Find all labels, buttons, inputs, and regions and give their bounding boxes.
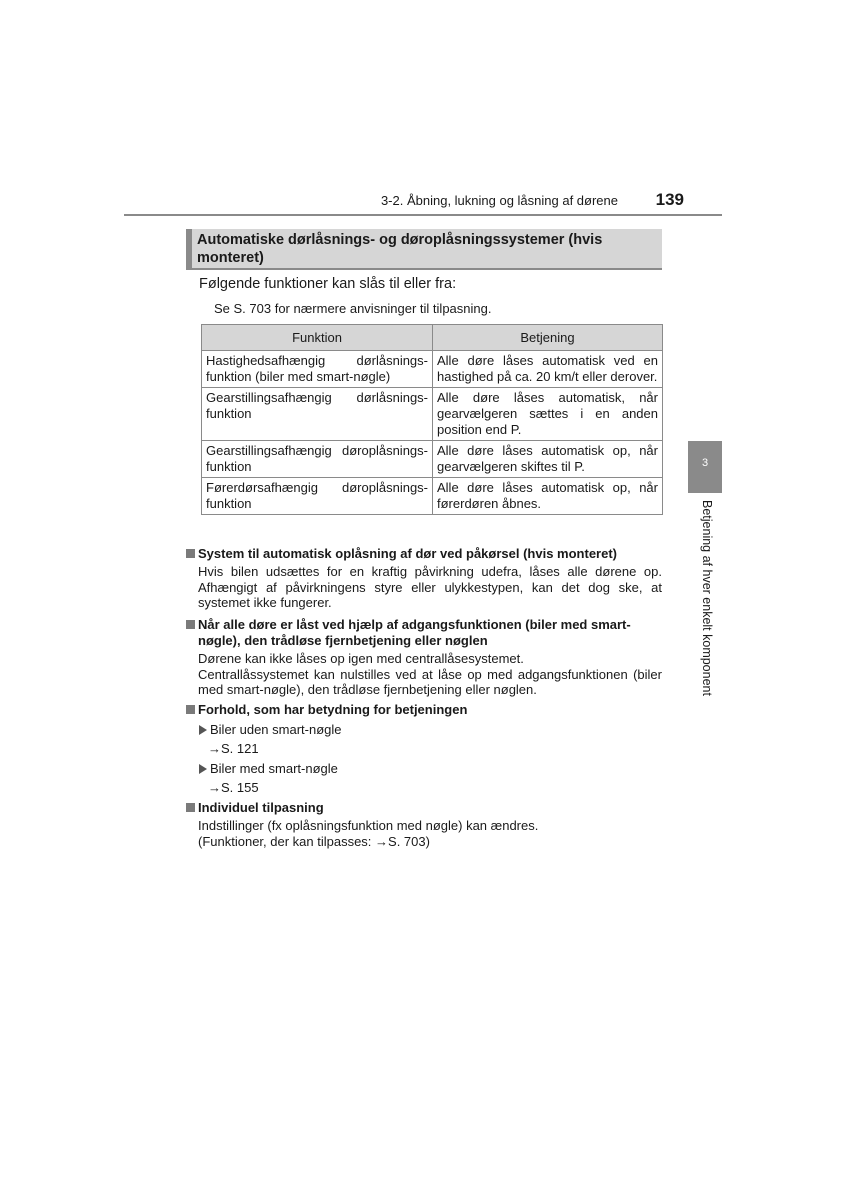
- chapter-tab: [688, 441, 722, 493]
- table-row: [202, 478, 663, 515]
- operation-conditions-heading: [186, 702, 662, 718]
- list-item: [186, 761, 662, 777]
- column-header-function: Funktion: [202, 325, 433, 351]
- section-title: Automatiske dørlåsnings- og døroplåsningssystemer (hvis monteret): [197, 232, 603, 266]
- chapter-side-label: Betjening af hver enkelt komponent: [700, 500, 714, 696]
- list-item-label: Biler uden smart-nøgle: [210, 722, 342, 737]
- section-heading-box: [186, 229, 662, 270]
- square-bullet-icon: [186, 620, 195, 629]
- table-cell-operation: Alle døre låses automatisk op, når gearvælgeren skiftes til P.: [433, 441, 663, 478]
- crash-unlock-section: [186, 546, 662, 611]
- crash-unlock-heading: [186, 546, 662, 562]
- triangle-bullet-icon: [199, 764, 207, 774]
- locked-doors-heading: [186, 617, 662, 649]
- table-cell-operation: Alle døre låses automatisk ved en hastighed på ca. 20 km/t eller derover.: [433, 351, 663, 388]
- customization-heading: [186, 800, 662, 816]
- locked-doors-text-2: Centrallåssystemet kan nulstilles ved at låse op med adgangsfunktionen (biler med smart-nøgle), den trådløse fjernbetjening eller nøglen.: [198, 666, 662, 697]
- table-row: [202, 441, 663, 478]
- customization-text-1: Indstillinger (fx oplåsningsfunktion med nøgle) kan ændres.: [198, 818, 539, 833]
- crash-unlock-text: Hvis bilen udsættes for en kraftig påvirkning udefra, låses alle dørene op. Afhængigt af påvirkningens styre eller ulykkestypen, kan det dog ske, at systemet ikke fungerer.: [198, 564, 662, 610]
- header-divider: [124, 214, 722, 216]
- square-bullet-icon: [186, 549, 195, 558]
- locked-doors-section: [186, 617, 662, 698]
- table-row: [202, 388, 663, 441]
- customization-text-2: (Funktioner, der kan tilpasses: →S. 703): [198, 833, 430, 849]
- chapter-number: 3: [701, 457, 709, 469]
- operation-conditions-section: [186, 702, 662, 796]
- locked-doors-text-1: Dørene kan ikke låses op igen med centrallåsesystemet.: [198, 651, 524, 666]
- customization-heading-text: Individuel tilpasning: [198, 800, 324, 815]
- intro-text: Følgende funktioner kan slås til eller fra:: [199, 276, 457, 292]
- table-row: [202, 351, 663, 388]
- triangle-bullet-icon: [199, 725, 207, 735]
- page-number: 139: [655, 190, 684, 209]
- table-cell-function: Hastighedsafhængig dørlåsnings-funktion (biler med smart-nøgle): [202, 351, 433, 388]
- customization-section: [186, 800, 662, 849]
- customization-note: Se S. 703 for nærmere anvisninger til tilpasning.: [214, 301, 492, 316]
- crash-unlock-heading-text: System til automatisk oplåsning af dør ved påkørsel (hvis monteret): [198, 546, 617, 561]
- locked-doors-heading-text: Når alle døre er låst ved hjælp af adgangsfunktionen (biler med smart-nøgle), den trådløse fjernbetjening eller nøglen: [198, 617, 631, 648]
- table-cell-operation: Alle døre låses automatisk op, når førerdøren åbnes.: [433, 478, 663, 515]
- column-header-operation: Betjening: [433, 325, 663, 351]
- list-item-label: Biler med smart-nøgle: [210, 761, 338, 776]
- operation-conditions-heading-text: Forhold, som har betydning for betjeningen: [198, 702, 468, 717]
- square-bullet-icon: [186, 803, 195, 812]
- page-reference: →S. 155: [208, 780, 259, 795]
- square-bullet-icon: [186, 705, 195, 714]
- function-table: [201, 324, 663, 515]
- table-cell-function: Gearstillingsafhængig døroplåsnings-funktion: [202, 441, 433, 478]
- table-cell-function: Førerdørsafhængig døroplåsnings-funktion: [202, 478, 433, 515]
- table-header-row: [202, 325, 663, 351]
- page-reference: →S. 121: [208, 741, 259, 756]
- list-item: [186, 722, 662, 738]
- table-cell-function: Gearstillingsafhængig dørlåsnings-funktion: [202, 388, 433, 441]
- header-title: 3-2. Åbning, lukning og låsning af dørene: [380, 193, 618, 208]
- table-cell-operation: Alle døre låses automatisk, når gearvælgeren sættes i en anden position end P.: [433, 388, 663, 441]
